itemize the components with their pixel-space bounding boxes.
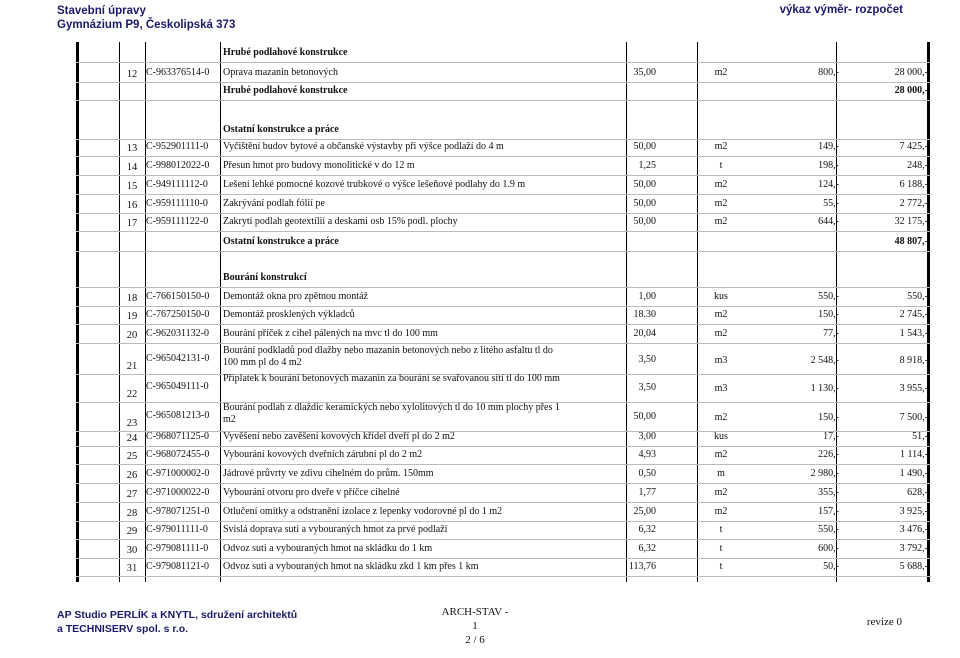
item-unit: t xyxy=(719,561,723,572)
item-quantity: 1,77 xyxy=(638,487,656,498)
item-quantity: 0,50 xyxy=(638,468,656,479)
item-description: Jádrové průvrty ve zdivu cihelném do prům. 150mm xyxy=(223,468,434,479)
item-quantity: 18.30 xyxy=(633,309,656,320)
footer-company xyxy=(57,608,297,636)
item-quantity: 50,00 xyxy=(633,179,656,190)
item-description: Zakrytí podlah geotextílií a deskami osb 15% podl. plochy xyxy=(223,216,458,227)
row-separator xyxy=(76,324,931,325)
row-separator xyxy=(76,576,931,577)
item-unit-price: 77,- xyxy=(823,328,839,339)
item-total: 1 490,- xyxy=(899,468,928,479)
item-number: 25 xyxy=(126,451,138,462)
row-separator xyxy=(76,194,931,195)
document-header-left xyxy=(57,4,235,32)
item-unit-price: 550,- xyxy=(818,524,839,535)
item-total: 2 745,- xyxy=(899,309,928,320)
row-separator xyxy=(76,251,931,252)
item-quantity: 3,00 xyxy=(638,431,656,442)
subtotal-value: 48 807,- xyxy=(894,236,928,247)
row-separator xyxy=(76,100,931,101)
item-description: Otlučení omítky a odstranění izolace z lepenky vodorovné pl do 1 m2 xyxy=(223,506,503,517)
item-number: 24 xyxy=(126,433,138,444)
item-unit-price: 1 130,- xyxy=(810,383,839,394)
project-title: Stavební úpravy xyxy=(57,5,146,17)
item-description: Vyvěšení nebo zavěšení kovových křídel dveří pl do 2 m2 xyxy=(223,431,455,442)
item-quantity: 50,00 xyxy=(633,198,656,209)
item-code: C-963376514-0 xyxy=(146,67,210,78)
item-number: 13 xyxy=(126,143,138,154)
item-quantity: 113,76 xyxy=(628,561,656,572)
item-unit-price: 157,- xyxy=(818,506,839,517)
row-separator xyxy=(76,446,931,447)
item-unit-price: 150,- xyxy=(818,412,839,423)
item-code: C-949111112-0 xyxy=(146,179,208,190)
item-code: C-965081213-0 xyxy=(146,410,210,421)
row-separator xyxy=(76,483,931,484)
item-description: Odvoz suti a vybouraných hmot na skládku do 1 km xyxy=(223,543,433,554)
item-unit: m2 xyxy=(714,141,728,152)
item-total: 7 425,- xyxy=(899,141,928,152)
item-description: Příplatek k bourání betonových mazanin za bourání se svařovanou sítí tl do 100 mm xyxy=(223,373,560,384)
item-unit: kus xyxy=(714,291,728,302)
item-unit: m3 xyxy=(714,383,728,394)
item-quantity: 6,32 xyxy=(638,524,656,535)
item-unit-price: 55,- xyxy=(823,198,839,209)
item-number: 31 xyxy=(126,563,138,574)
item-quantity: 50,00 xyxy=(633,141,656,152)
column-divider xyxy=(119,42,120,582)
item-unit-price: 2 980,- xyxy=(810,468,839,479)
item-unit: t xyxy=(719,543,723,554)
footer-company-line1: AP Studio PERLÍK a KNYTL, sdružení architektů xyxy=(57,609,298,621)
item-unit-price: 800,- xyxy=(818,67,839,78)
item-unit-price: 124,- xyxy=(818,179,839,190)
item-quantity: 1,25 xyxy=(638,160,656,171)
item-quantity: 25,00 xyxy=(633,506,656,517)
item-total: 28 000,- xyxy=(894,67,928,78)
item-description: Vybourání otvoru pro dveře v příčce cihelné xyxy=(223,487,400,498)
item-quantity: 1,00 xyxy=(638,291,656,302)
item-unit: m2 xyxy=(714,309,728,320)
item-unit-price: 50,- xyxy=(823,561,839,572)
item-total: 6 188,- xyxy=(899,179,928,190)
document-type: výkaz výměr- rozpočet xyxy=(779,4,903,16)
item-code: C-965042131-0 xyxy=(146,353,210,364)
item-quantity: 3,50 xyxy=(638,354,656,365)
item-description: Bourání podkladů pod dlažby nebo mazanin betonových nebo z litého asfaltu tl do 100 mm pl do 4 m2 xyxy=(223,345,553,368)
item-number: 23 xyxy=(126,418,138,429)
item-unit: m2 xyxy=(714,449,728,460)
item-unit-price: 644,- xyxy=(818,216,839,227)
item-description: Oprava mazanin betonových xyxy=(223,67,338,78)
item-total: 628,- xyxy=(907,487,928,498)
row-separator xyxy=(76,558,931,559)
column-divider xyxy=(220,42,221,582)
item-quantity: 6,32 xyxy=(638,543,656,554)
item-quantity: 50,00 xyxy=(633,411,656,422)
item-unit: m2 xyxy=(714,487,728,498)
item-number: 22 xyxy=(126,389,138,400)
row-separator xyxy=(76,139,931,140)
row-separator xyxy=(76,175,931,176)
item-description: Demontáž prosklených výkladců xyxy=(223,309,355,320)
item-code: C-968071125-0 xyxy=(146,431,209,442)
item-total: 2 772,- xyxy=(899,198,928,209)
item-code: C-965049111-0 xyxy=(146,381,209,392)
item-code: C-959111110-0 xyxy=(146,198,208,209)
item-quantity: 3,50 xyxy=(638,382,656,393)
item-unit: m2 xyxy=(714,412,728,423)
footer-page-number: 2 / 6 xyxy=(465,634,485,646)
item-number: 30 xyxy=(126,545,138,556)
item-code: C-979011111-0 xyxy=(146,524,208,535)
item-description: Odvoz suti a vybouraných hmot na skládku zkd 1 km přes 1 km xyxy=(223,561,479,572)
item-code: C-959111122-0 xyxy=(146,216,209,227)
item-code: C-978071251-0 xyxy=(146,506,210,517)
item-quantity: 4,93 xyxy=(638,449,656,460)
footer-company-line2: a TECHNISERV spol. s r.o. xyxy=(57,623,189,635)
item-total: 248,- xyxy=(907,160,928,171)
subtotal-label: Ostatní konstrukce a práce xyxy=(223,236,339,247)
item-unit-price: 150,- xyxy=(818,309,839,320)
item-description: Bourání podlah z dlaždic keramických nebo xylolitových tl do 10 mm plochy přes 1 m2 xyxy=(223,402,560,425)
item-total: 3 792,- xyxy=(899,543,928,554)
section-title-text: Bourání konstrukcí xyxy=(223,272,307,283)
row-separator xyxy=(76,464,931,465)
item-code: C-971000002-0 xyxy=(146,468,210,479)
item-description: Vybourání kovových dveřních zárubní pl do 2 m2 xyxy=(223,449,423,460)
row-separator xyxy=(76,502,931,503)
item-number: 12 xyxy=(126,69,138,80)
footer-document-code: ARCH-STAV - 1 xyxy=(441,606,509,632)
project-address: Gymnázium P9, Českolipská 373 xyxy=(57,19,236,31)
item-unit: m2 xyxy=(714,506,728,517)
item-unit-price: 198,- xyxy=(818,160,839,171)
item-unit: t xyxy=(719,160,723,171)
item-description: Vyčištění budov bytové a občanské výstavby při výšce podlaží do 4 m xyxy=(223,141,504,152)
item-code: C-952901111-0 xyxy=(146,141,209,152)
row-separator xyxy=(76,539,931,540)
item-code: C-971000022-0 xyxy=(146,487,210,498)
item-unit-price: 226,- xyxy=(818,449,839,460)
item-unit: m xyxy=(717,468,725,479)
item-code: C-968072455-0 xyxy=(146,449,210,460)
table-border-left xyxy=(76,42,79,582)
item-quantity: 50,00 xyxy=(633,216,656,227)
footer-revision: revize 0 xyxy=(866,616,902,628)
item-code: C-998012022-0 xyxy=(146,160,210,171)
item-code: C-766150150-0 xyxy=(146,291,210,302)
row-separator xyxy=(76,521,931,522)
item-total: 550,- xyxy=(907,291,928,302)
item-unit: t xyxy=(719,524,723,535)
item-description: Lešení lehké pomocné kozové trubkové o výšce lešeňové podlahy do 1.9 m xyxy=(223,179,526,190)
row-separator xyxy=(76,306,931,307)
item-unit-price: 2 548,- xyxy=(810,355,839,366)
item-number: 29 xyxy=(126,526,138,537)
item-unit-price: 600,- xyxy=(818,543,839,554)
item-number: 21 xyxy=(126,361,138,372)
item-total: 1 114,- xyxy=(900,449,928,460)
row-separator xyxy=(76,82,931,83)
item-unit: m2 xyxy=(714,328,728,339)
row-separator xyxy=(76,343,931,344)
row-separator xyxy=(76,287,931,288)
section-title-text: Ostatní konstrukce a práce xyxy=(223,124,339,135)
item-unit: m2 xyxy=(714,67,728,78)
item-unit-price: 149,- xyxy=(818,141,839,152)
item-description: Bourání příček z cihel pálených na mvc tl do 100 mm xyxy=(223,328,438,339)
footer-document-ref xyxy=(440,605,510,647)
subtotal-label: Hrubé podlahové konstrukce xyxy=(223,85,348,96)
item-total: 3 955,- xyxy=(899,383,928,394)
item-quantity: 20,04 xyxy=(633,328,656,339)
row-separator xyxy=(76,156,931,157)
item-unit-price: 550,- xyxy=(818,291,839,302)
item-code: C-979081111-0 xyxy=(146,543,209,554)
item-description: Zakrývání podlah fólií pe xyxy=(223,198,325,209)
item-unit: m3 xyxy=(714,355,728,366)
item-number: 15 xyxy=(126,181,138,192)
item-code: C-979081121-0 xyxy=(146,561,209,572)
item-total: 3 925,- xyxy=(899,506,928,517)
item-number: 17 xyxy=(126,218,138,229)
row-separator xyxy=(76,62,931,63)
item-code: C-962031132-0 xyxy=(146,328,209,339)
item-total: 3 476,- xyxy=(899,524,928,535)
row-separator xyxy=(76,231,931,232)
item-number: 18 xyxy=(126,293,138,304)
row-separator xyxy=(76,213,931,214)
item-number: 14 xyxy=(126,162,138,173)
item-total: 32 175,- xyxy=(894,216,928,227)
item-number: 26 xyxy=(126,470,138,481)
item-total: 51,- xyxy=(912,431,928,442)
item-unit: m2 xyxy=(714,216,728,227)
item-unit: m2 xyxy=(714,198,728,209)
item-total: 5 688,- xyxy=(899,561,928,572)
item-unit: kus xyxy=(714,431,728,442)
item-description: Přesun hmot pro budovy monolitické v do 12 m xyxy=(223,160,415,171)
item-number: 19 xyxy=(126,311,138,322)
item-number: 20 xyxy=(126,330,138,341)
item-total: 1 543,- xyxy=(899,328,928,339)
section-title-text: Hrubé podlahové konstrukce xyxy=(223,47,348,58)
item-total: 8 918,- xyxy=(899,355,928,366)
item-quantity: 35,00 xyxy=(633,67,656,78)
subtotal-value: 28 000,- xyxy=(894,85,928,96)
item-unit-price: 17,- xyxy=(823,431,839,442)
item-description: Demontáž okna pro zpětnou montáž xyxy=(223,291,368,302)
item-code: C-767250150-0 xyxy=(146,309,210,320)
item-unit-price: 355,- xyxy=(818,487,839,498)
item-number: 16 xyxy=(126,200,138,211)
item-total: 7 500,- xyxy=(899,412,928,423)
item-unit: m2 xyxy=(714,179,728,190)
item-number: 28 xyxy=(126,508,138,519)
item-number: 27 xyxy=(126,489,138,500)
item-description: Svislá doprava suti a vybouraných hmot za prvé podlaží xyxy=(223,524,448,535)
